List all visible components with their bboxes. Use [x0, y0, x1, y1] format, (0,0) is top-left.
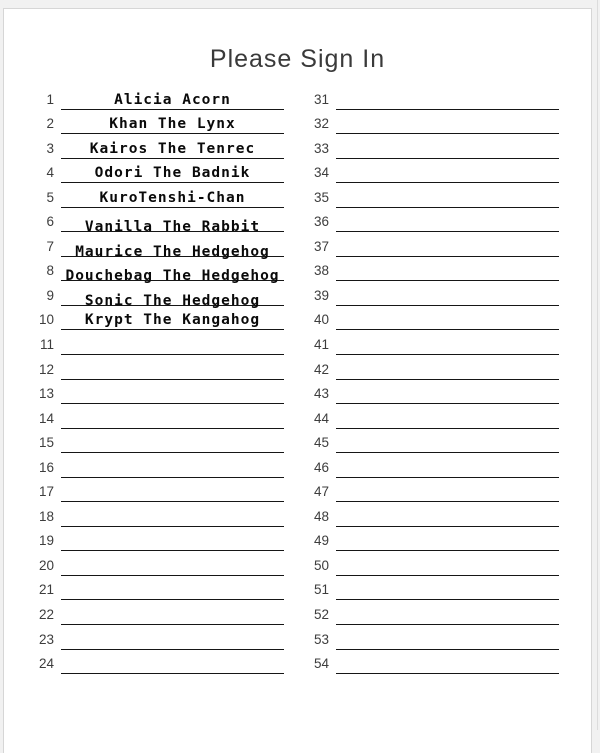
signin-sheet-page: [3, 8, 592, 753]
signature-line: [61, 207, 284, 233]
signature-line: [61, 575, 284, 601]
signature-line: [336, 403, 559, 429]
signature-line: [336, 550, 559, 576]
signature-line: [61, 428, 284, 454]
signed-name: KuroTenshi-Chan: [100, 190, 246, 206]
signin-entry-row: [32, 600, 284, 625]
entry-number: 7: [32, 239, 54, 257]
signin-columns: [32, 85, 559, 674]
entry-number: 21: [32, 582, 54, 600]
signed-name: Vanilla The Rabbit: [85, 219, 260, 235]
signin-entry-row: [307, 159, 559, 184]
signin-entry-row: [32, 551, 284, 576]
signin-entry-row: [307, 478, 559, 503]
signature-line: [336, 158, 559, 184]
entry-number: 40: [307, 312, 329, 330]
signin-entry-row: [32, 478, 284, 503]
signin-entry-row: [307, 110, 559, 135]
signin-entry-row: [32, 306, 284, 331]
signature-line: [61, 379, 284, 405]
signature-line: [61, 624, 284, 650]
entry-number: 31: [307, 92, 329, 110]
signin-entry-row: [307, 650, 559, 675]
signature-line: [61, 599, 284, 625]
entry-number: 44: [307, 411, 329, 429]
signature-line: [61, 280, 284, 306]
entry-number: 18: [32, 509, 54, 527]
entry-number: 12: [32, 362, 54, 380]
entry-number: 22: [32, 607, 54, 625]
signin-entry-row: [32, 355, 284, 380]
entry-number: 41: [307, 337, 329, 355]
signed-name: Odori The Badnik: [95, 165, 251, 181]
signature-line: [336, 109, 559, 135]
entry-number: 4: [32, 165, 54, 183]
signature-line: [336, 649, 559, 675]
signature-line: [61, 84, 284, 110]
entry-number: 32: [307, 116, 329, 134]
entry-number: 45: [307, 435, 329, 453]
signature-line: [336, 501, 559, 527]
entry-number: 54: [307, 656, 329, 674]
signature-line: [336, 354, 559, 380]
signin-entry-row: [307, 380, 559, 405]
entry-number: 51: [307, 582, 329, 600]
signature-line: [336, 182, 559, 208]
signin-entry-row: [307, 85, 559, 110]
entry-number: 48: [307, 509, 329, 527]
signin-entry-row: [307, 281, 559, 306]
entry-number: 2: [32, 116, 54, 134]
signin-entry-row: [32, 330, 284, 355]
entry-number: 24: [32, 656, 54, 674]
entry-number: 35: [307, 190, 329, 208]
signed-name: Sonic The Hedgehog: [85, 293, 260, 309]
signin-entry-row: [32, 650, 284, 675]
signed-name: Alicia Acorn: [114, 92, 231, 108]
signature-line: [61, 109, 284, 135]
signin-entry-row: [307, 134, 559, 159]
signin-column-right: [307, 85, 559, 674]
signin-entry-row: [32, 527, 284, 552]
signature-line: [336, 452, 559, 478]
signature-line: [61, 354, 284, 380]
signature-line: [336, 256, 559, 282]
signin-entry-row: [32, 502, 284, 527]
signin-entry-row: [32, 404, 284, 429]
entry-number: 33: [307, 141, 329, 159]
signed-name: Maurice The Hedgehog: [75, 244, 270, 260]
signin-entry-row: [307, 330, 559, 355]
signature-line: [336, 133, 559, 159]
signature-line: [61, 133, 284, 159]
signin-entry-row: [32, 429, 284, 454]
signature-line: [336, 599, 559, 625]
signin-entry-row: [32, 232, 284, 257]
signature-line: [336, 428, 559, 454]
signed-name: Douchebag The Hedgehog: [65, 268, 279, 284]
signin-entry-row: [32, 208, 284, 233]
entry-number: 16: [32, 460, 54, 478]
entry-number: 23: [32, 632, 54, 650]
entry-number: 10: [32, 312, 54, 330]
entry-number: 43: [307, 386, 329, 404]
signature-line: [61, 501, 284, 527]
signature-line: [61, 452, 284, 478]
signin-entry-row: [32, 625, 284, 650]
signature-line: [61, 550, 284, 576]
signature-line: [61, 526, 284, 552]
signature-line: [61, 158, 284, 184]
signin-entry-row: [307, 429, 559, 454]
signed-name: Khan The Lynx: [109, 116, 236, 132]
signin-column-left: [32, 85, 284, 674]
entry-number: 9: [32, 288, 54, 306]
signin-entry-row: [307, 208, 559, 233]
signin-entry-row: [32, 380, 284, 405]
entry-number: 5: [32, 190, 54, 208]
signature-line: [336, 624, 559, 650]
entry-number: 17: [32, 484, 54, 502]
entry-number: 8: [32, 263, 54, 281]
entry-number: 39: [307, 288, 329, 306]
signature-line: [61, 329, 284, 355]
signature-line: [336, 280, 559, 306]
page-title: Please Sign In: [4, 9, 591, 74]
signature-line: [336, 207, 559, 233]
signin-entry-row: [307, 625, 559, 650]
signature-line: [61, 403, 284, 429]
signin-entry-row: [307, 576, 559, 601]
signature-line: [61, 649, 284, 675]
entry-number: 34: [307, 165, 329, 183]
signature-line: [61, 231, 284, 257]
signature-line: [336, 231, 559, 257]
page-edge-shadow: [597, 0, 598, 730]
signature-line: [61, 182, 284, 208]
signin-entry-row: [32, 281, 284, 306]
signin-entry-row: [32, 134, 284, 159]
signature-line: [336, 379, 559, 405]
signin-entry-row: [307, 257, 559, 282]
entry-number: 6: [32, 214, 54, 232]
entry-number: 19: [32, 533, 54, 551]
signin-entry-row: [307, 527, 559, 552]
signin-entry-row: [307, 600, 559, 625]
entry-number: 3: [32, 141, 54, 159]
signature-line: [336, 575, 559, 601]
signin-entry-row: [32, 257, 284, 282]
signin-entry-row: [32, 576, 284, 601]
signature-line: [61, 305, 284, 331]
signin-entry-row: [307, 183, 559, 208]
signin-entry-row: [32, 159, 284, 184]
entry-number: 47: [307, 484, 329, 502]
signin-entry-row: [307, 551, 559, 576]
entry-number: 38: [307, 263, 329, 281]
entry-number: 49: [307, 533, 329, 551]
signin-entry-row: [307, 453, 559, 478]
entry-number: 53: [307, 632, 329, 650]
signin-entry-row: [307, 306, 559, 331]
entry-number: 15: [32, 435, 54, 453]
entry-number: 37: [307, 239, 329, 257]
entry-number: 1: [32, 92, 54, 110]
entry-number: 14: [32, 411, 54, 429]
signin-entry-row: [32, 453, 284, 478]
signin-entry-row: [307, 404, 559, 429]
entry-number: 42: [307, 362, 329, 380]
signin-entry-row: [32, 183, 284, 208]
entry-number: 50: [307, 558, 329, 576]
signature-line: [61, 477, 284, 503]
signature-line: [336, 84, 559, 110]
entry-number: 36: [307, 214, 329, 232]
signature-line: [61, 256, 284, 282]
entry-number: 46: [307, 460, 329, 478]
signin-entry-row: [307, 355, 559, 380]
entry-number: 52: [307, 607, 329, 625]
signed-name: Krypt The Kangahog: [85, 312, 260, 328]
signin-entry-row: [32, 110, 284, 135]
entry-number: 20: [32, 558, 54, 576]
signin-entry-row: [307, 232, 559, 257]
signin-entry-row: [307, 502, 559, 527]
signature-line: [336, 526, 559, 552]
signature-line: [336, 305, 559, 331]
entry-number: 13: [32, 386, 54, 404]
signature-line: [336, 329, 559, 355]
signature-line: [336, 477, 559, 503]
entry-number: 11: [32, 337, 54, 355]
signed-name: Kairos The Tenrec: [90, 141, 255, 157]
signin-entry-row: [32, 85, 284, 110]
